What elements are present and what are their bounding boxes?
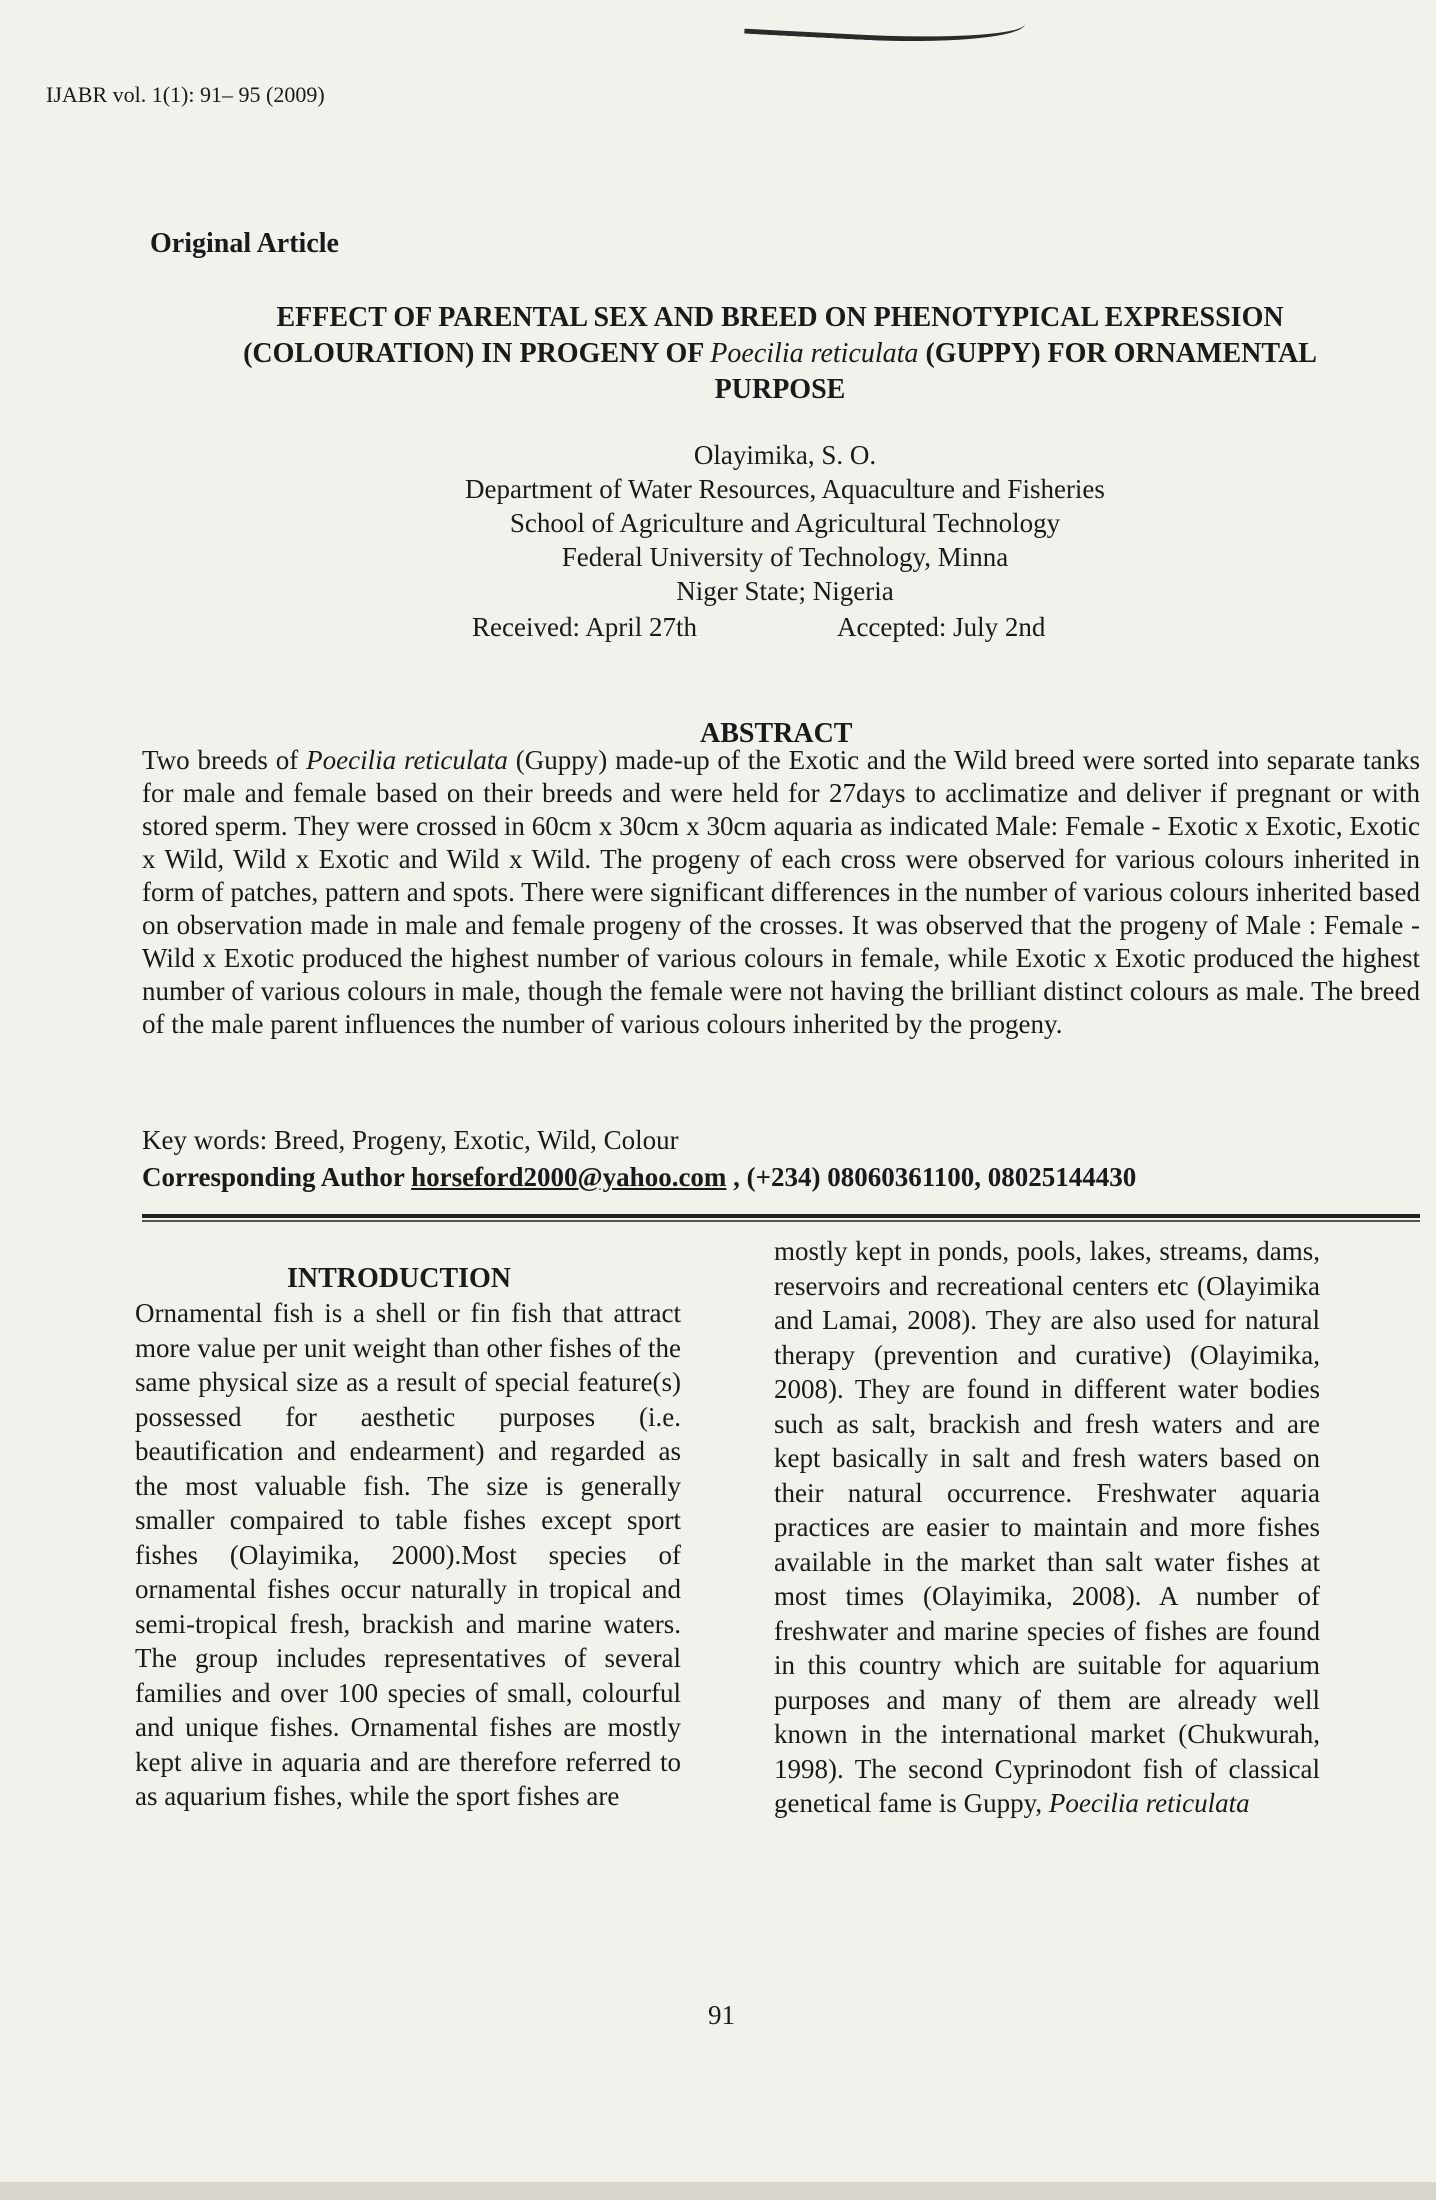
author-name: Olayimika, S. O. (693, 440, 877, 470)
author-email-link[interactable]: horseford2000@yahoo.com (411, 1162, 727, 1192)
section-divider (142, 1214, 1420, 1222)
corresponding-label: Corresponding Author (142, 1162, 412, 1192)
right-column-text: mostly kept in ponds, pools, lakes, streams, dams, reservoirs and recreational centers etc (Olayimika and Lamai, 2008). They are also used for natural therapy (prevention and curative) (Olayimika, 2008). They are found in different water bodies such as salt, brackish and fresh waters and are kept basically in salt and fresh waters based on their natural occurrence. Freshwater aquaria practices are easier to maintain and more fishes available in the market than salt water fishes at most times (Olayimika, 2008). A number of freshwater and marine species of fishes are found in this country which are suitable for aquarium purposes and many of them are already well known in the international market (Chukwurah, 1998). The second Cyprinodont fish of classical genetical fame is Guppy, (774, 1236, 1320, 1818)
right-column-species: Poecilia reticulata (1048, 1788, 1250, 1818)
abstract-species: Poecilia reticulata (306, 745, 508, 775)
article-title (190, 300, 1370, 408)
abstract-body (142, 744, 1420, 1041)
affiliation-line: Federal University of Technology, Minna (561, 542, 1009, 572)
scan-bottom-edge (0, 2182, 1436, 2200)
introduction-left-column: Ornamental fish is a shell or fin fish that attract more value per unit weight than other fishes of the same physical size as a result of special feature(s) possessed for aesthetic purposes (i.e. beautification and endearment) and regarded as the most valuable fish. The size is generally smaller compaired to table fishes except sport fishes (Olayimika, 2000).Most species of ornamental fishes occur naturally in tropical and semi-tropical fresh, brackish and marine waters. The group includes representatives of several families and over 100 species of small, colourful and unique fishes. Ornamental fishes are mostly kept alive in aquaria and are therefore referred to as aquarium fishes, while the sport fishes are (135, 1298, 681, 1811)
dates-line (472, 612, 1045, 643)
accepted-date: Accepted: July 2nd (836, 612, 1046, 642)
abstract-heading: ABSTRACT (700, 718, 853, 749)
title-part-1: EFFECT OF PARENTAL SEX AND BREED ON PHENOTYPICAL EXPRESSION (COLOURATION) IN PROGENY OF (243, 302, 1284, 369)
page-number: 91 (708, 2000, 735, 2030)
corresponding-author (142, 1162, 1136, 1193)
affiliation-line: School of Agriculture and Agricultural Technology (509, 508, 1061, 538)
title-part-2: (GUPPY) FOR ORNAMENTAL PURPOSE (714, 338, 1317, 405)
introduction-right-column (774, 1234, 1320, 1821)
keywords: Key words: Breed, Progeny, Exotic, Wild, Colour (142, 1125, 679, 1155)
author-phones: , (+234) 08060361100, 08025144430 (726, 1162, 1137, 1192)
affiliation-line: Department of Water Resources, Aquaculture and Fisheries (465, 474, 1105, 504)
abstract-text-start: Two breeds of (142, 745, 307, 775)
journal-reference: IJABR vol. 1(1): 91– 95 (2009) (46, 82, 325, 107)
author-block (390, 438, 1180, 608)
abstract-text-rest: (Guppy) made-up of the Exotic and the Wild breed were sorted into separate tanks for male and female based on their breeds and were held for 27days to acclimatize and deliver if pregnant or with stored sperm. They were crossed in 60cm x 30cm x 30cm aquaria as indicated Male: Female - Exotic x Exotic, Exotic x Wild, Wild x Exotic and Wild x Wild. The progeny of each cross were observed for various colours inherited in form of patches, pattern and spots. There were significant differences in the number of various colours inherited based on observation made in male and female progeny of the crosses. It was observed that the progeny of Male : Female - Wild x Exotic produced the highest number of various colours in female, while Exotic x Exotic produced the highest number of various colours in male, though the female were not having the brilliant distinct colours as male. The breed of the male parent influences the number of various colours inherited by the progeny. (142, 745, 1420, 1039)
scan-artifact-line (744, 0, 1026, 48)
received-date: Received: April 27th (472, 612, 697, 642)
affiliation-line: Niger State; Nigeria (676, 576, 894, 606)
title-species: Poecilia reticulata (710, 338, 919, 369)
introduction-heading: INTRODUCTION (287, 1263, 512, 1294)
article-type-label: Original Article (150, 228, 339, 259)
